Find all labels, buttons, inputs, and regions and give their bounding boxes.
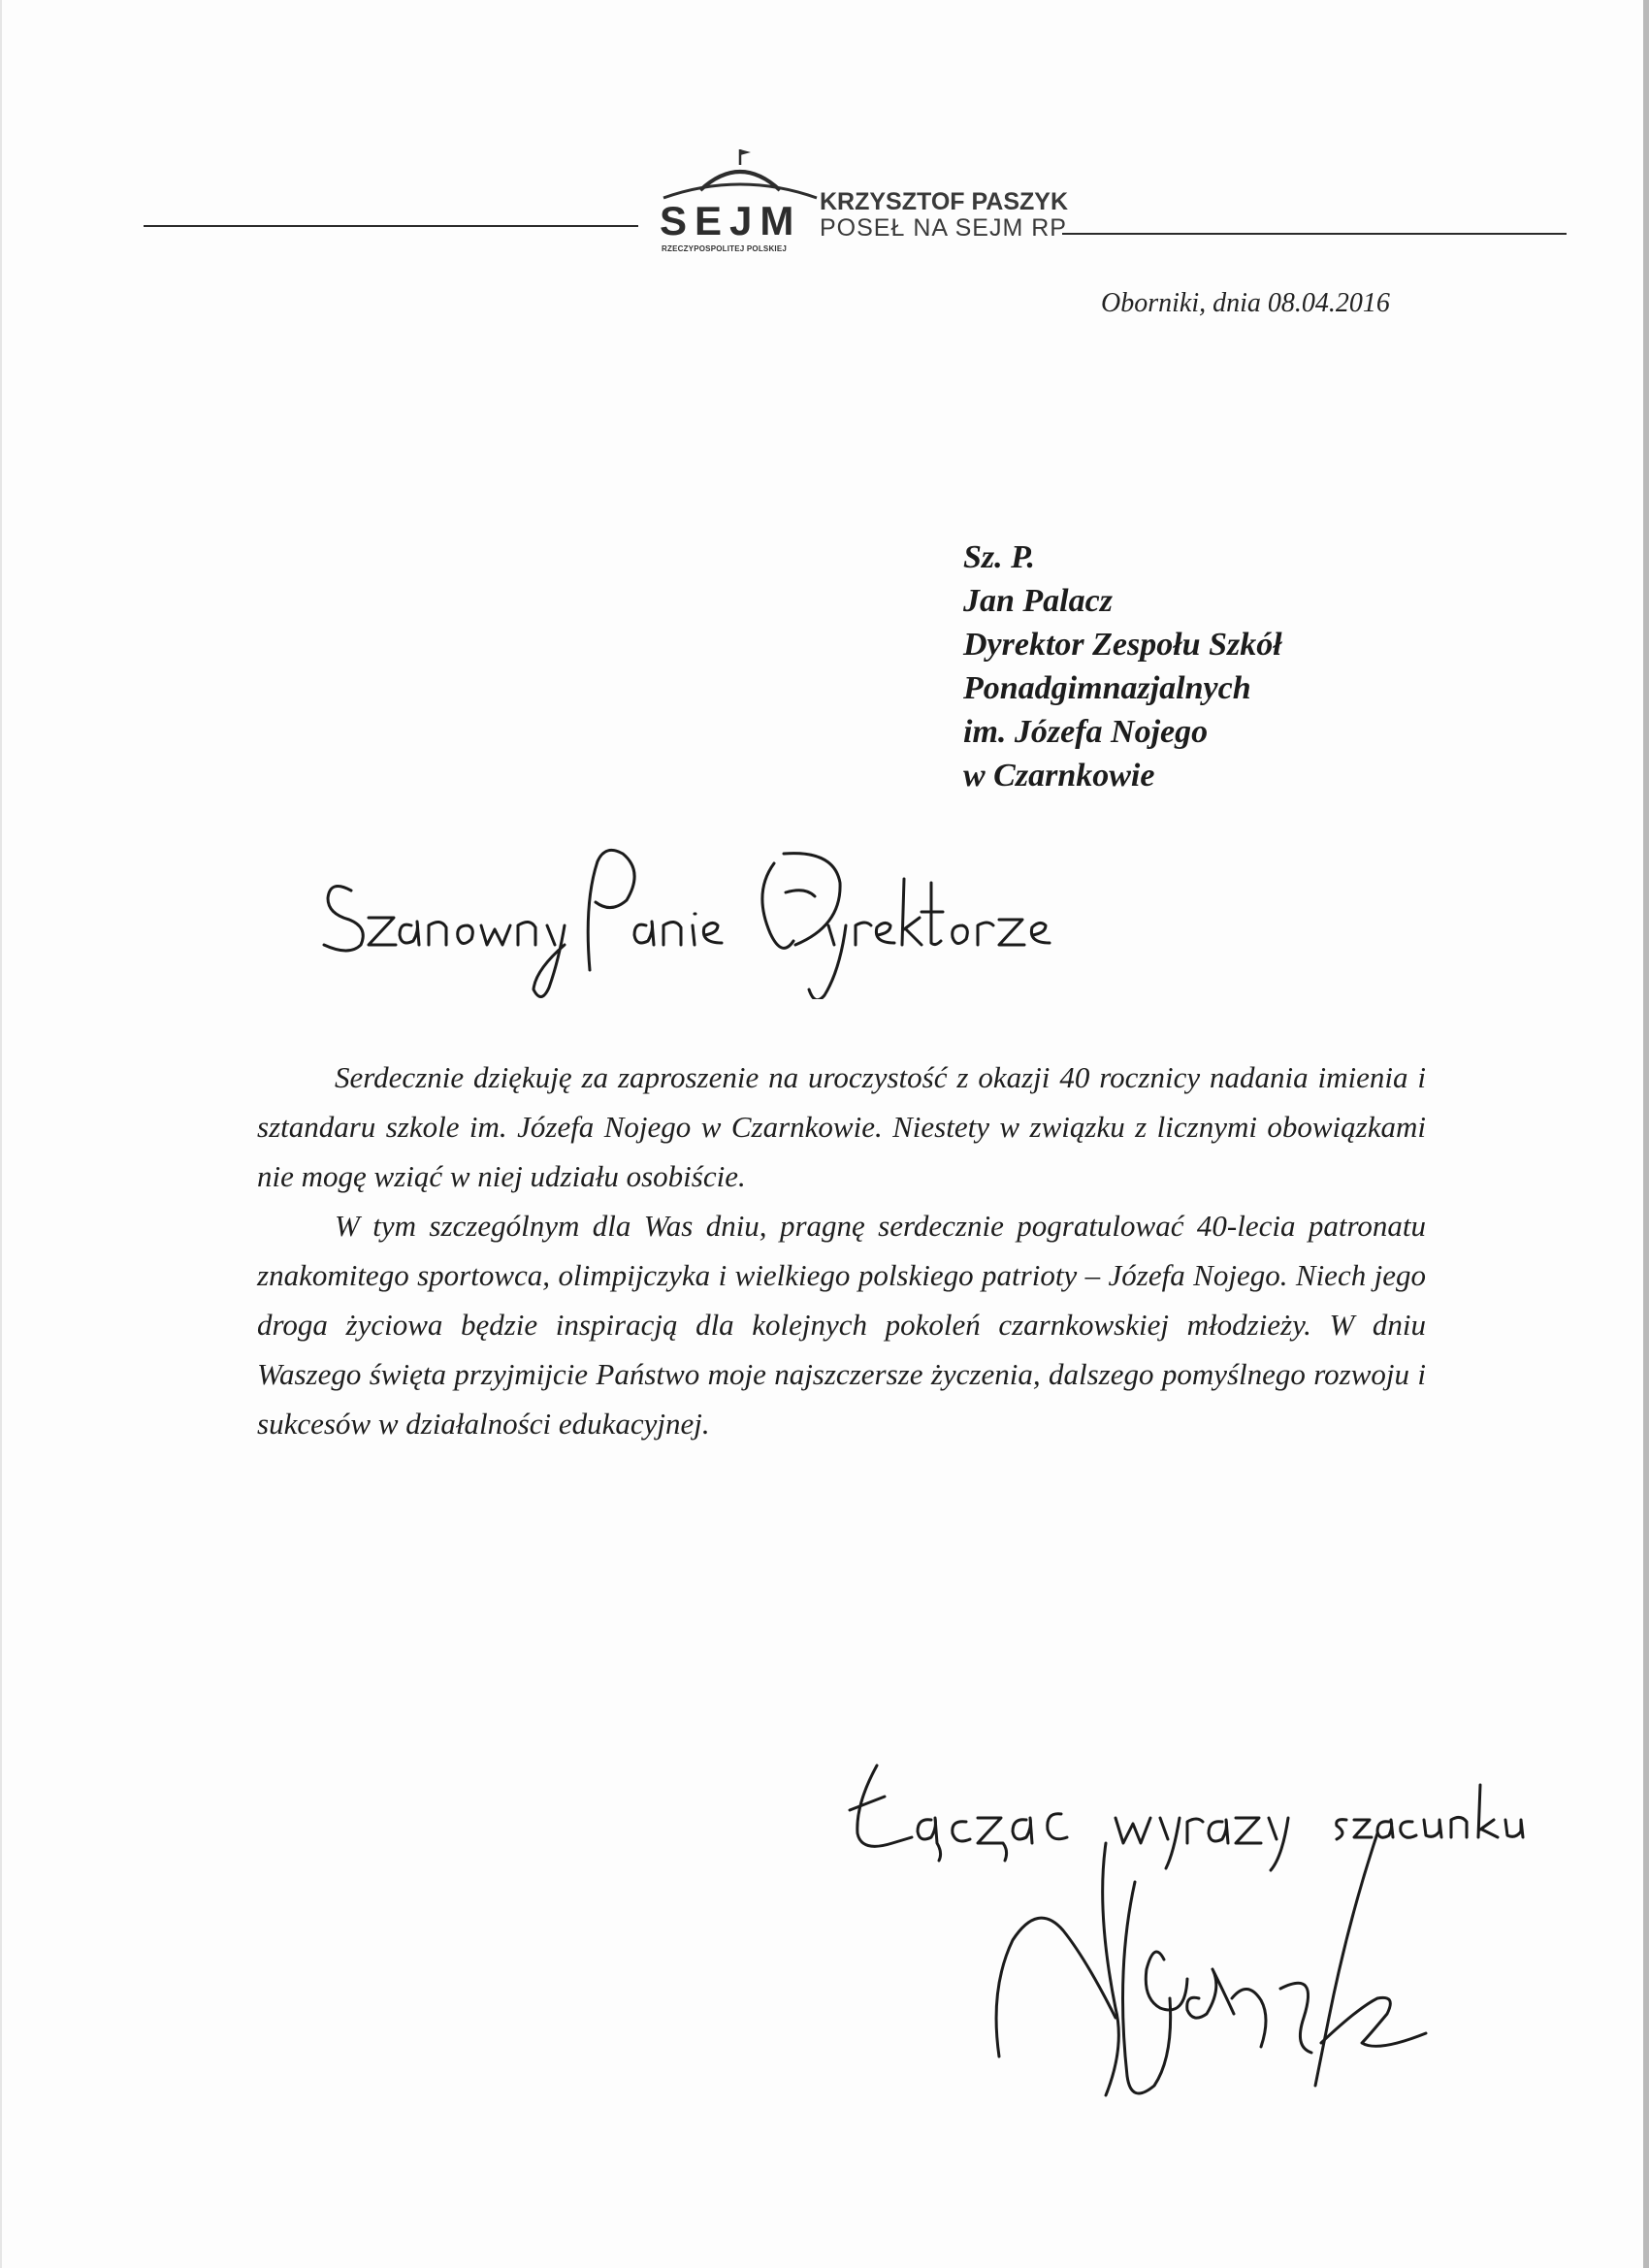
handwritten-salutation (310, 825, 1086, 999)
date-line: Oborniki, dnia 08.04.2016 (1101, 288, 1390, 318)
logo-subtitle: RZECZYPOSPOLITEJ POLSKIEJ (662, 244, 788, 253)
sender-title: POSEŁ NA SEJM RP (820, 214, 1067, 242)
handwritten-signature (970, 1824, 1474, 2134)
logo-word: SEJM (660, 198, 802, 243)
recipient-line: Ponadgimnazjalnych (963, 670, 1251, 706)
letter-body (257, 1053, 1426, 1448)
sejm-building-icon (650, 144, 824, 202)
body-paragraph: Serdecznie dziękuję za zaproszenie na uroczystość z okazji 40 rocznicy nadania imienia i sztandaru szkole im. Józefa Nojego w Czarnkowie. Niestety w związku z licznymi obowiązkami nie mogę wziąć w niej udziału osobiście. (257, 1060, 1426, 1193)
sejm-logo (650, 144, 824, 260)
recipient-line: Jan Palacz (963, 583, 1113, 619)
scan-edge-right (1643, 0, 1649, 2268)
header-rule-left (144, 225, 638, 227)
scan-edge-left (0, 0, 2, 2268)
body-paragraph: W tym szczególnym dla Was dniu, pragnę serdecznie pogratulować 40-lecia patronatu znakomitego sportowca, olimpijczyka i wielkiego polskiego patrioty – Józefa Nojego. Niech jego droga życiowa będzie inspiracją dla kolejnych pokoleń czarnkowskiej młodzieży. W dniu Waszego święta przyjmijcie Państwo moje najszczersze życzenia, dalszego pomyślnego rozwoju i sukcesów w działalności edukacyjnej. (257, 1209, 1426, 1441)
recipient-line: im. Józefa Nojego (963, 714, 1209, 750)
recipient-line: w Czarnkowie (963, 758, 1155, 794)
recipient-line: Dyrektor Zespołu Szkół (963, 627, 1282, 663)
sender-name: KRZYSZTOF PASZYK (820, 188, 1069, 215)
header-rule-right (1062, 233, 1567, 235)
recipient-address (963, 535, 1282, 797)
recipient-line: Sz. P. (963, 539, 1036, 575)
